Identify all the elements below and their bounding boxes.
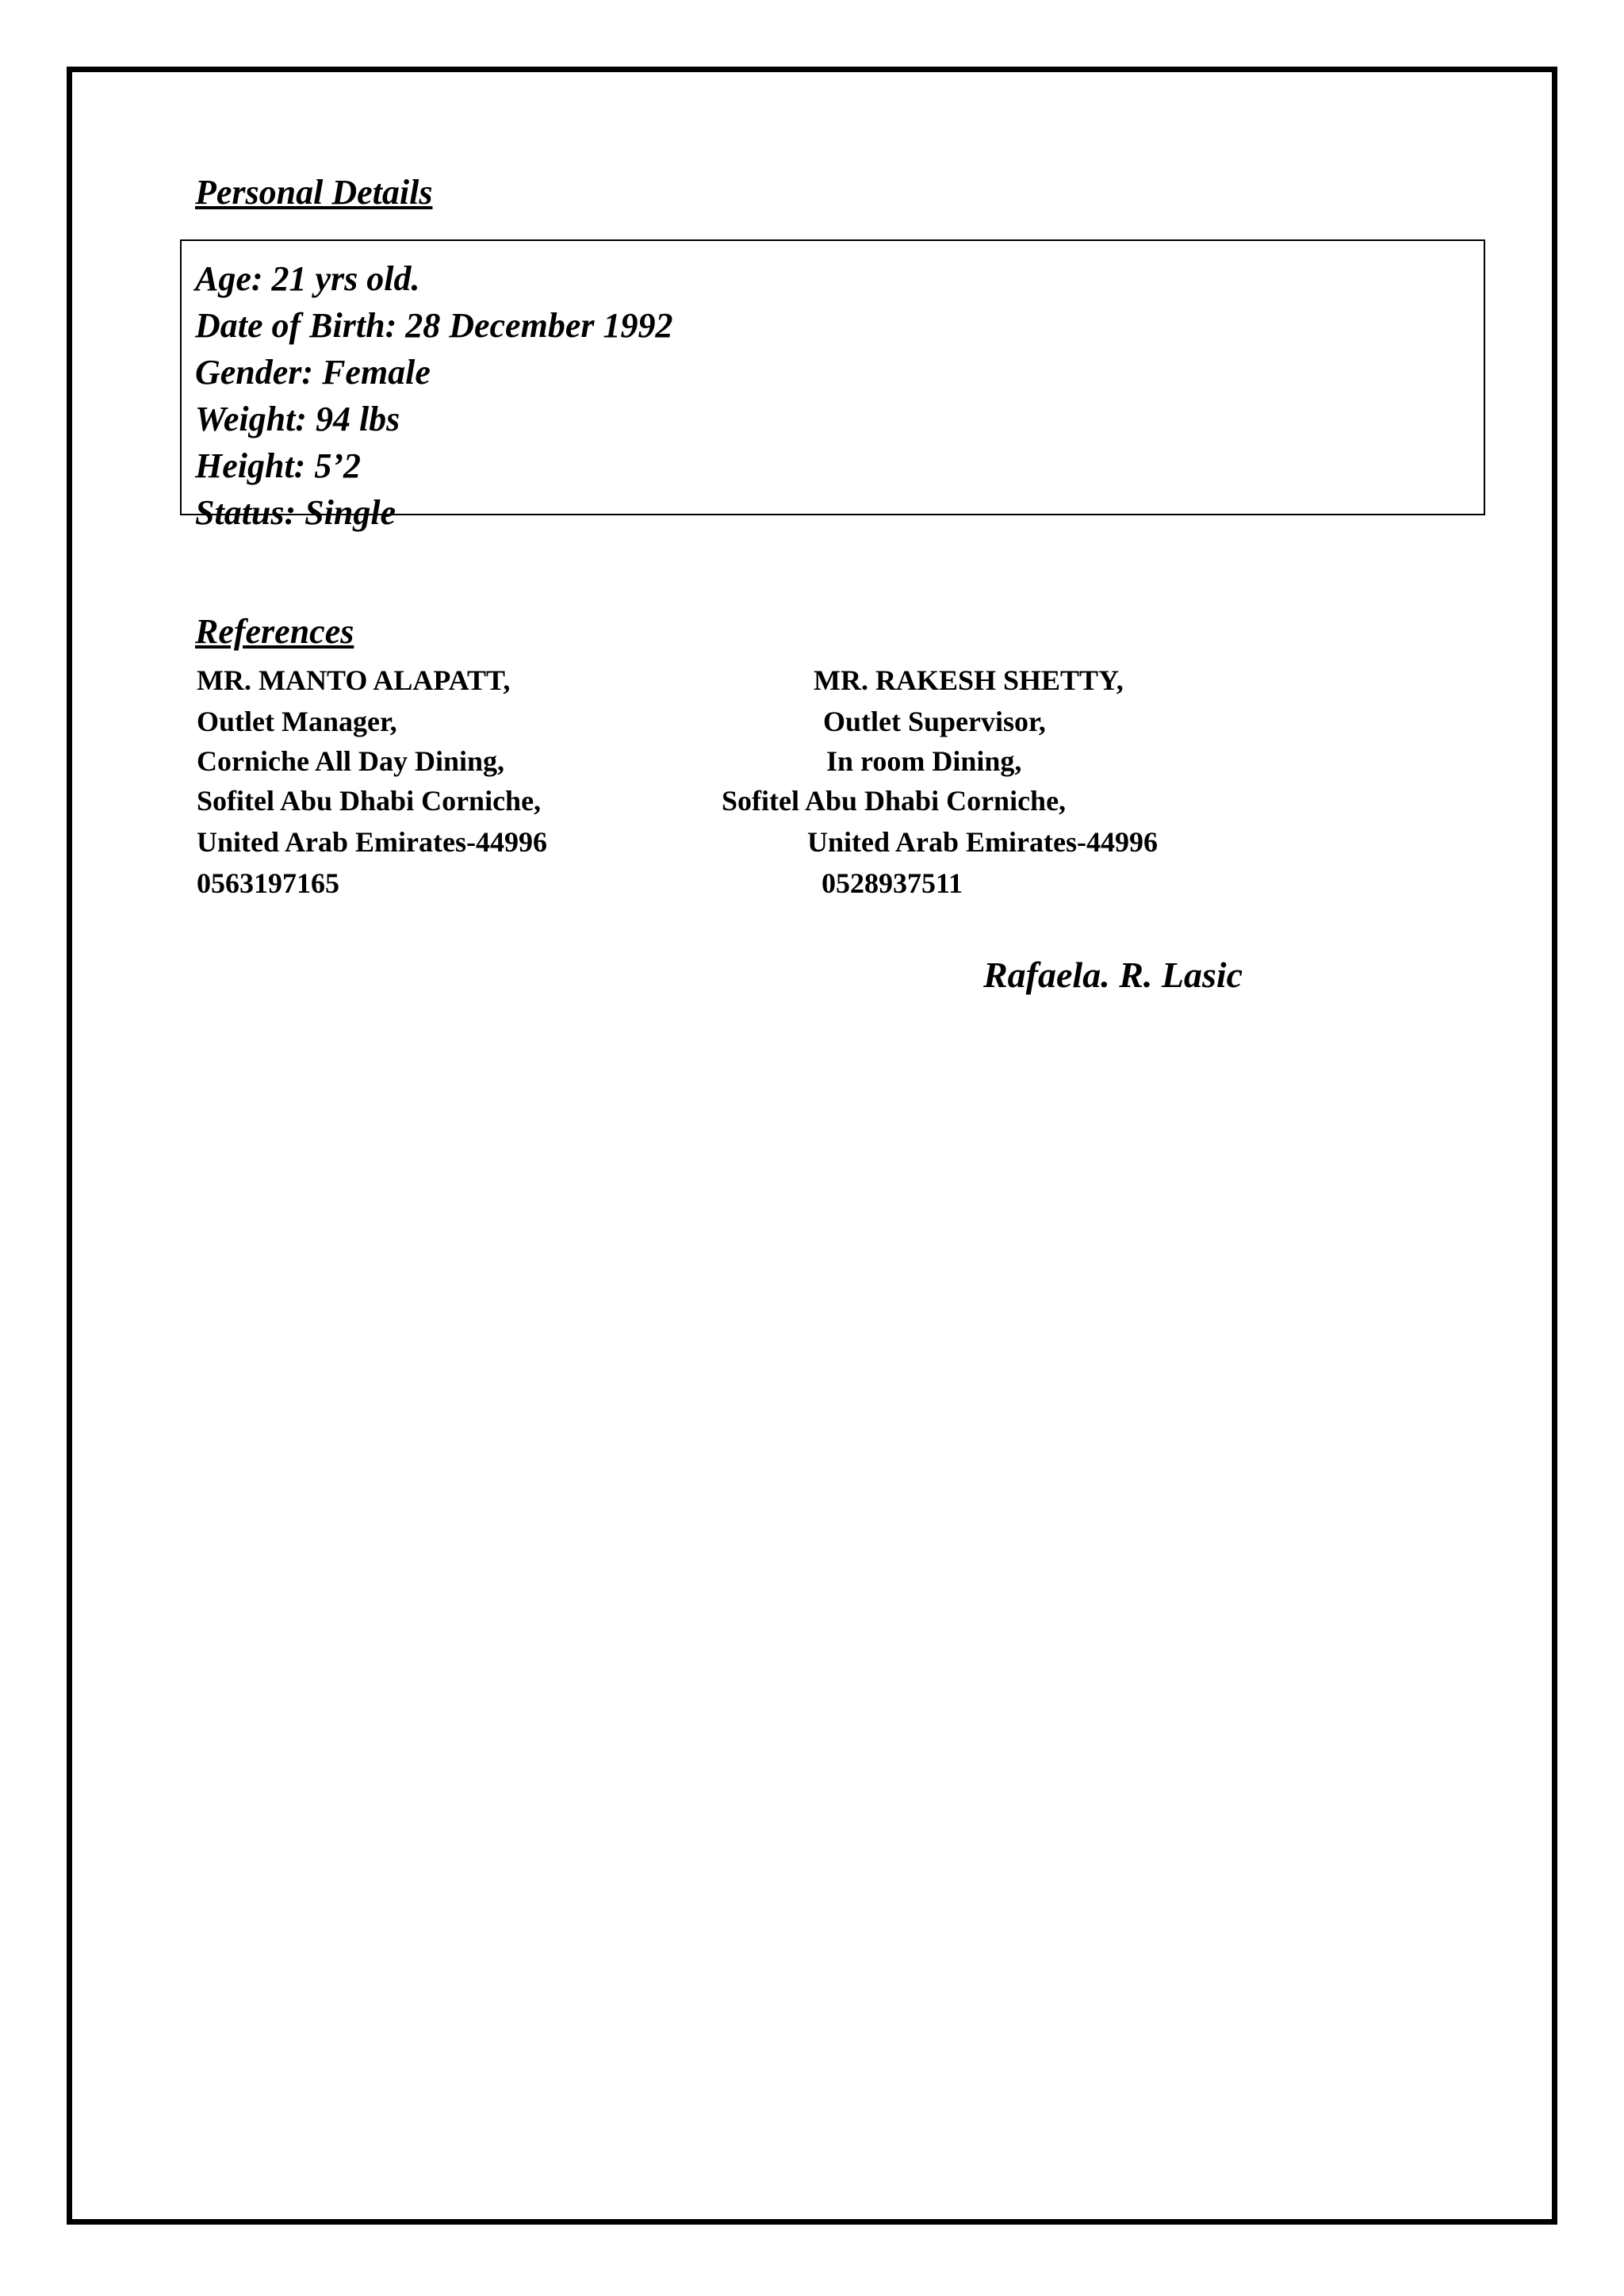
- ref-right-phone: 0528937511: [822, 867, 963, 899]
- ref-right-name: MR. RAKESH SHETTY,: [814, 664, 1124, 696]
- ref-left-hotel: Sofitel Abu Dhabi Corniche,: [197, 785, 542, 817]
- ref-right-location: United Arab Emirates-44996: [807, 826, 1158, 858]
- references-heading: References: [195, 612, 354, 651]
- detail-height: Height: 5’2: [195, 446, 361, 485]
- signature-name: Rafaela. R. Lasic: [983, 955, 1243, 995]
- personal-details-list: [195, 255, 672, 536]
- ref-left-department: Corniche All Day Dining,: [197, 745, 505, 777]
- ref-left-location: United Arab Emirates-44996: [197, 826, 547, 858]
- ref-left-name: MR. MANTO ALAPATT,: [197, 664, 511, 696]
- detail-status: Status: Single: [195, 493, 396, 532]
- ref-right-department: In room Dining,: [826, 745, 1022, 777]
- detail-date-of-birth: Date of Birth: 28 December 1992: [195, 306, 673, 345]
- ref-left-title: Outlet Manager,: [197, 706, 397, 737]
- ref-right-title: Outlet Supervisor,: [823, 706, 1046, 737]
- detail-age: Age: 21 yrs old.: [195, 259, 420, 298]
- detail-weight: Weight: 94 lbs: [195, 400, 400, 438]
- personal-details-heading: Personal Details: [195, 173, 433, 212]
- ref-left-phone: 0563197165: [197, 867, 339, 899]
- ref-right-hotel: Sofitel Abu Dhabi Corniche,: [722, 785, 1067, 817]
- detail-gender: Gender: Female: [195, 353, 431, 392]
